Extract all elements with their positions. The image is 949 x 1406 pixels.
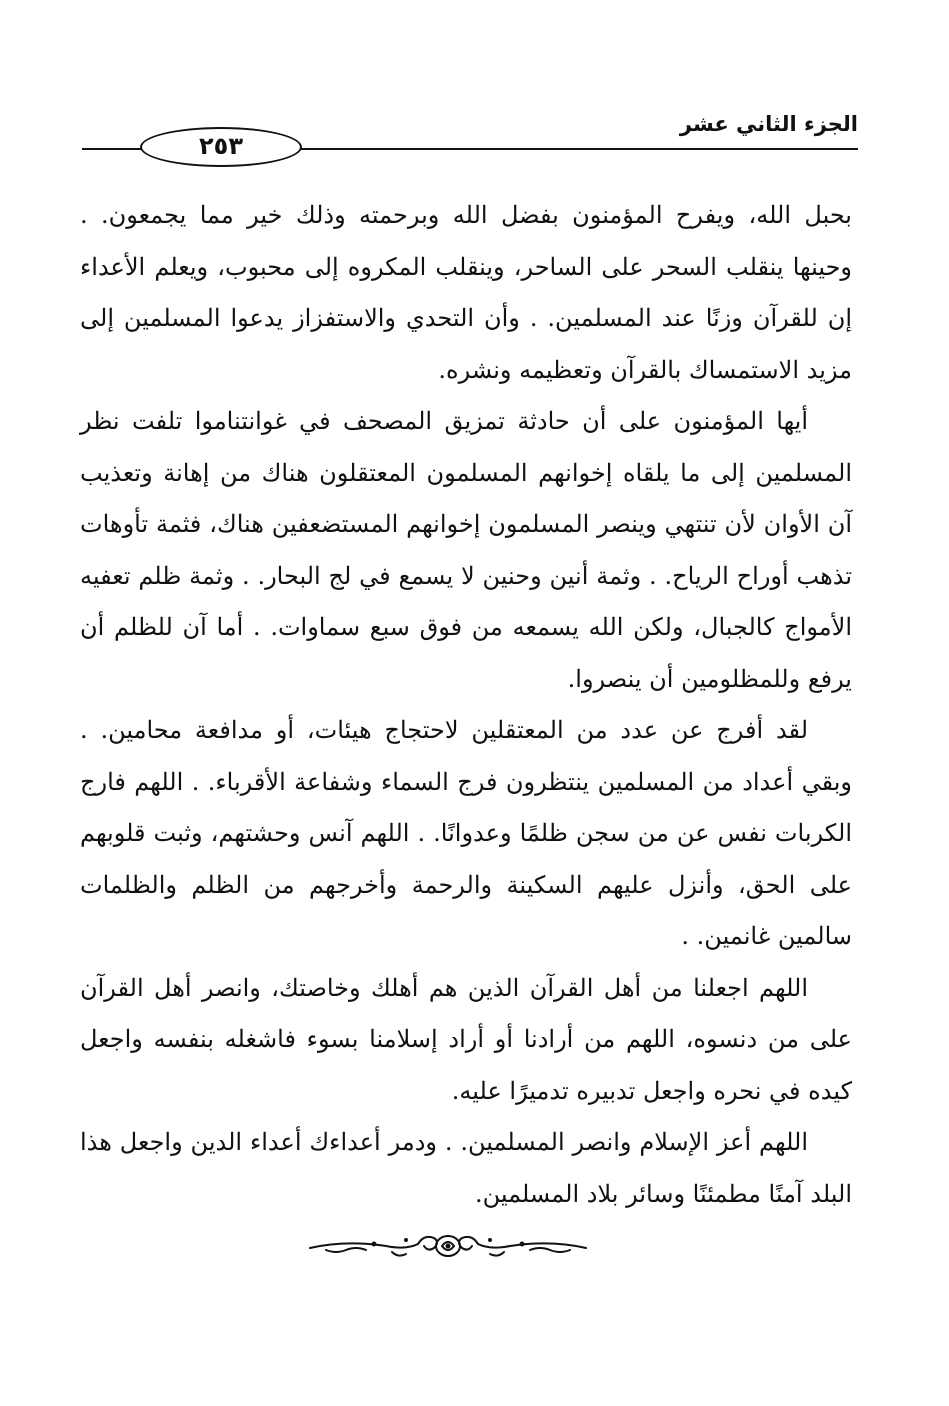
- body-text: [80, 190, 852, 1220]
- paragraph-2: أيها المؤمنون على أن حادثة تمزيق المصحف في غوانتناموا تلفت نظر المسلمين إلى ما يلقاه إخوانهم المسلمون المعتقلون هناك من إهانة وتعذيب آن الأوان لأن تنتهي وينصر المسلمون إخوانهم المستضعفين هناك، فثمة تأوهات تذهب أوراح الرياح. . وثمة أنين وحنين لا يسمع في لج البحار. . وثمة ظلم تعفيه الأمواج كالجبال، ولكن الله يسمعه من فوق سبع سماوات. . أما آن للظلم أن يرفع وللمظلومين أن ينصروا.: [80, 407, 852, 693]
- paragraph-4: اللهم اجعلنا من أهل القرآن الذين هم أهلك وخاصتك، وانصر أهل القرآن على من دنسوه، اللهم من أرادنا أو أراد إسلامنا بسوء فاشغله بنفسه واجعل كيده في نحره واجعل تدبيره تدميرًا عليه.: [80, 973, 852, 1105]
- paragraph-5: اللهم أعز الإسلام وانصر المسلمين. . ودمر أعداءك أعداء الدين واجعل هذا البلد آمنًا مطمئنًا وسائر بلاد المسلمين.: [80, 1128, 852, 1208]
- page-number: ٢٥٣: [140, 127, 302, 167]
- running-title: الجزء الثاني عشر: [679, 112, 858, 136]
- page-header: [82, 108, 858, 168]
- paragraph-3: لقد أفرج عن عدد من المعتقلين لاحتجاج هيئات، أو مدافعة محامين. . وبقي أعداد من المسلمين ينتظرون فرج السماء وشفاعة الأقرباء. . اللهم فارج الكربات نفس عن من سجن ظلمًا وعدوانًا. . اللهم آنس وحشتهم، وثبت قلوبهم على الحق، وأنزل عليهم السكينة والرحمة وأخرجهم من الظلم والظلمات سالمين غانمين. .: [80, 716, 852, 950]
- paragraph-1: بحبل الله، ويفرح المؤمنون بفضل الله وبرحمته وذلك خير مما يجمعون. . وحينها ينقلب السحر على الساحر، وينقلب المكروه إلى محبوب، ويعلم الأعداء إن للقرآن وزنًا عند المسلمين. . وأن التحدي والاستفزاز يدعوا المسلمين إلى مزيد الاستمساك بالقرآن وتعظيمه ونشره.: [80, 201, 852, 384]
- end-ornament: [306, 1228, 590, 1264]
